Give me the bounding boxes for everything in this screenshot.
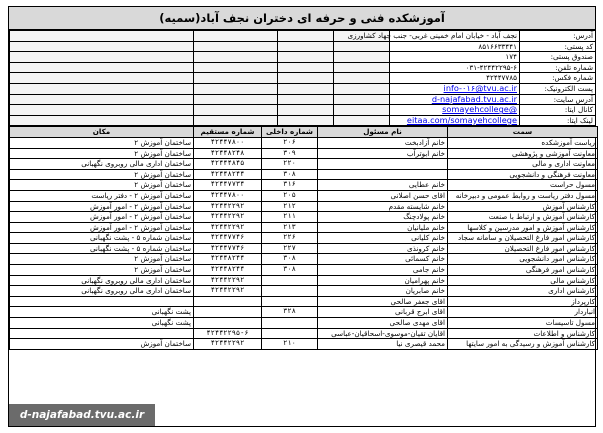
info-value: ۸۵۱۶۶۳۳۴۴۱ (390, 41, 520, 52)
info-row (10, 73, 596, 84)
info-empty-cell (278, 115, 334, 126)
info-empty-cell (10, 73, 194, 84)
info-row (10, 41, 596, 52)
info-empty-cell (334, 115, 390, 126)
info-empty-cell (10, 31, 194, 42)
cell-internal: ۳۱۶ (262, 180, 318, 191)
info-label: لینک ایتا: (520, 115, 596, 126)
cell-post: مسول تاسیسات (448, 318, 598, 329)
cell-direct: ۴۲۴۴۷۸۰۰ (194, 137, 262, 148)
info-empty-cell (194, 94, 278, 105)
table-row (10, 233, 598, 244)
info-empty-cell (10, 52, 194, 63)
info-row (10, 94, 596, 105)
header-internal: شماره داخلی (262, 127, 318, 138)
header-location: مکان (10, 127, 194, 138)
cell-direct: ۴۲۴۴۲۲۹۲ (194, 222, 262, 233)
cell-post: مسول حراست (448, 180, 598, 191)
cell-name: خانم پولادچنگ (318, 212, 448, 223)
cell-post: ریاست آموزشکده (448, 137, 598, 148)
cell-name: اقای حسن اصلانی (318, 190, 448, 201)
cell-location: ساختمان آموزش ۲ - امور آموزش (10, 222, 194, 233)
cell-post: کارشناس امور دانشجویی (448, 254, 598, 265)
info-label: پست الکترونیک: (520, 83, 596, 94)
cell-location: ساختمان آموزش ۲ (10, 137, 194, 148)
cell-name: خانم صابریان (318, 286, 448, 297)
cell-direct: ۴۲۴۴۸۲۴۸ (194, 148, 262, 159)
cell-post: کارشناس امور فارغ التحصیلان (448, 243, 598, 254)
cell-post: کارشناس آموزش و امور مدرسین و کلاسها (448, 222, 598, 233)
info-row (10, 83, 596, 94)
sheet-title: آموزشکده فنی و حرفه ای دختران نجف آباد(سمیه) (9, 7, 595, 30)
cell-direct: ۴۲۴۴۷۸۰۰ (194, 190, 262, 201)
info-empty-cell (194, 31, 278, 42)
cell-name: خانم کرونذی (318, 243, 448, 254)
cell-name: خانم کسمائی (318, 254, 448, 265)
cell-internal (262, 318, 318, 329)
info-empty-cell (278, 52, 334, 63)
staff-header-row (10, 127, 598, 138)
cell-direct (194, 318, 262, 329)
staff-table (9, 126, 598, 349)
table-row (10, 243, 598, 254)
table-row (10, 169, 598, 180)
cell-direct: ۴۲۴۴۲۲۹۲ (194, 339, 262, 350)
cell-direct: ۴۲۴۴۲۲۹۲ (194, 286, 262, 297)
cell-direct: ۴۲۴۴۷۷۴۶ (194, 233, 262, 244)
cell-location: ساختمان آموزش ۲ - امور آموزش (10, 201, 194, 212)
table-row (10, 212, 598, 223)
cell-internal: ۲۱۰ (262, 339, 318, 350)
info-empty-cell (334, 105, 390, 116)
info-empty-cell (278, 73, 334, 84)
info-empty-cell (278, 62, 334, 73)
cell-location: پشت نگهبانی (10, 307, 194, 318)
cell-post: کارشناس اداری (448, 286, 598, 297)
cell-post: معاونت فرهنگی و دانشجویی (448, 169, 598, 180)
cell-direct: ۴۲۴۴۷۷۳۴ (194, 180, 262, 191)
info-row (10, 115, 596, 126)
cell-name (318, 159, 448, 170)
info-empty-cell (194, 52, 278, 63)
cell-location: ساختمان آموزش ۲ (10, 169, 194, 180)
cell-location: ساختمان شماره ۵ - پشت نگهبانی (10, 243, 194, 254)
cell-internal (262, 296, 318, 307)
info-empty-cell (10, 115, 194, 126)
info-empty-cell (334, 41, 390, 52)
cell-name: خانم پهرامیان (318, 275, 448, 286)
table-row (10, 148, 598, 159)
cell-post: کارشناس آموزش و رسیدگی به امور سایتها (448, 339, 598, 350)
cell-internal (262, 275, 318, 286)
info-empty-cell (278, 83, 334, 94)
table-row (10, 318, 598, 329)
table-row (10, 339, 598, 350)
info-empty-cell (334, 62, 390, 73)
cell-direct (194, 296, 262, 307)
info-row (10, 62, 596, 73)
cell-name: محمد قیصری نیا (318, 339, 448, 350)
contact-sheet (8, 6, 596, 427)
info-empty-cell (278, 31, 334, 42)
info-empty-cell (10, 62, 194, 73)
info-empty-cell (194, 62, 278, 73)
cell-location: ساختمان آموزش ۲ (10, 148, 194, 159)
header-post: سمت (448, 127, 598, 138)
cell-internal (262, 328, 318, 339)
cell-direct: ۴۲۴۴۸۲۴۴ (194, 265, 262, 276)
header-direct: شماره مستقیم (194, 127, 262, 138)
cell-internal: ۲۰۶ (262, 137, 318, 148)
cell-post: کارشناس آموزش و ارتباط با صنعت (448, 212, 598, 223)
info-label: صندوق پستی: (520, 52, 596, 63)
cell-post: کارشناس امور فرهنگی (448, 265, 598, 276)
info-empty-cell (10, 94, 194, 105)
info-empty-cell (194, 115, 278, 126)
info-label: کد پستی: (520, 41, 596, 52)
info-link[interactable]: @somayehcollege (390, 105, 520, 116)
info-empty-cell (194, 73, 278, 84)
info-row (10, 31, 596, 42)
cell-internal: ۳۰۸ (262, 169, 318, 180)
info-value: ۱۷۴ (390, 52, 520, 63)
cell-internal: ۳۰۹ (262, 148, 318, 159)
cell-name: اقای جعفر صالحی (318, 296, 448, 307)
cell-post: معاونت اداری و مالی (448, 159, 598, 170)
table-row (10, 328, 598, 339)
cell-name: خانم جامی (318, 265, 448, 276)
cell-internal: ۲۰۵ (262, 190, 318, 201)
info-link[interactable]: d-najafabad.tvu.ac.ir (390, 94, 520, 105)
cell-internal (262, 286, 318, 297)
cell-internal: ۳۰۸ (262, 265, 318, 276)
cell-post: انباردار (448, 307, 598, 318)
cell-direct: ۴۲۴۴۲۲۹۲ (194, 201, 262, 212)
cell-name: خانم ملیانیان (318, 222, 448, 233)
table-row (10, 180, 598, 191)
cell-internal: ۳۰۸ (262, 254, 318, 265)
cell-location: ساختمان آموزش ۲ (10, 180, 194, 191)
cell-location: ساختمان آموزش ۲ (10, 254, 194, 265)
table-row (10, 286, 598, 297)
info-label: شماره تلفن: (520, 62, 596, 73)
table-row (10, 201, 598, 212)
info-value: نجف آباد - خیابان امام خمینی غربی- جنب جهاد کشاورزی (390, 31, 520, 42)
cell-name: خانم ابوترآب (318, 148, 448, 159)
cell-location: ساختمان اداری مالی روبروی نگهبانی (10, 286, 194, 297)
site-watermark: d-najafabad.tvu.ac.ir (9, 404, 155, 426)
cell-internal: ۲۱۱ (262, 212, 318, 223)
table-row (10, 307, 598, 318)
info-link[interactable]: eitaa.com/somayehcollege (390, 115, 520, 126)
cell-post: کارشناس امور فارغ التحصیلان و سامانه سجاد (448, 233, 598, 244)
info-empty-cell (334, 52, 390, 63)
table-row (10, 159, 598, 170)
header-name: نام مسئول (318, 127, 448, 138)
cell-name: خانم شایسته مقدم (318, 201, 448, 212)
info-label: آدرس سایت: (520, 94, 596, 105)
cell-direct: ۴۲۴۴۸۲۴۴ (194, 254, 262, 265)
cell-internal: ۲۲۷ (262, 243, 318, 254)
info-empty-cell (194, 41, 278, 52)
info-row (10, 52, 596, 63)
cell-location: ساختمان آموزش ۲ (10, 265, 194, 276)
info-link[interactable]: info-۰۱۶@tvu.ac.ir (390, 83, 520, 94)
info-label: شماره فکس: (520, 73, 596, 84)
cell-direct: ۴۲۴۴۴۸۴۵ (194, 159, 262, 170)
cell-location: ساختمان آموزش ۲ - امور آموزش (10, 212, 194, 223)
cell-post: کارشناس و اطلاعات (448, 328, 598, 339)
table-row (10, 265, 598, 276)
cell-direct: ۴۲۴۴۸۲۴۴ (194, 169, 262, 180)
info-value: ۰۳۱-۴۲۴۴۲۲۹۵-۶ (390, 62, 520, 73)
info-empty-cell (10, 83, 194, 94)
cell-location: پشت نگهبانی (10, 318, 194, 329)
table-row (10, 137, 598, 148)
cell-post: کارپرداز (448, 296, 598, 307)
cell-name: خانم کلیانی (318, 233, 448, 244)
info-empty-cell (278, 41, 334, 52)
cell-direct: ۴۲۴۴۷۷۴۶ (194, 243, 262, 254)
cell-direct: ۴۲۴۴۲۲۹۲ (194, 275, 262, 286)
info-empty-cell (278, 94, 334, 105)
info-empty-cell (10, 105, 194, 116)
cell-name: اقای مهدی صالحی (318, 318, 448, 329)
info-empty-cell (278, 105, 334, 116)
info-empty-cell (334, 83, 390, 94)
cell-internal: ۲۱۳ (262, 222, 318, 233)
cell-location (10, 296, 194, 307)
table-row (10, 296, 598, 307)
cell-internal: ۲۱۲ (262, 201, 318, 212)
cell-internal: ۳۲۸ (262, 307, 318, 318)
cell-location: ساختمان شماره ۵ - پشت نگهبانی (10, 233, 194, 244)
info-empty-cell (194, 105, 278, 116)
table-row (10, 222, 598, 233)
cell-post: معاونت آموزشی و پژوهشی (448, 148, 598, 159)
cell-internal: ۲۲۰ (262, 159, 318, 170)
table-row (10, 190, 598, 201)
cell-location (10, 328, 194, 339)
info-label: کانال ایتا: (520, 105, 596, 116)
info-empty-cell (194, 83, 278, 94)
info-value: ۴۲۴۴۷۷۸۵ (390, 73, 520, 84)
cell-location: ساختمان اداری مالی روبروی نگهبانی (10, 275, 194, 286)
table-row (10, 254, 598, 265)
cell-direct: ۴۲۴۴۲۲۹۲ (194, 212, 262, 223)
cell-name: اقای ابرج قربانی (318, 307, 448, 318)
info-empty-cell (334, 73, 390, 84)
cell-name: اقایان تقیان-موسوی-اسحاقیان-عباسی (318, 328, 448, 339)
cell-post: کارشناس مالی (448, 275, 598, 286)
cell-location: ساختمان آموزش ۲ - دفتر ریاست (10, 190, 194, 201)
table-row (10, 275, 598, 286)
info-empty-cell (10, 41, 194, 52)
cell-name (318, 169, 448, 180)
info-label: آدرس: (520, 31, 596, 42)
cell-location: ساختمان آموزش (10, 339, 194, 350)
cell-post: کارشناس آموزش (448, 201, 598, 212)
info-empty-cell (334, 94, 390, 105)
cell-direct: ۴۲۴۴۲۲۹۵-۶ (194, 328, 262, 339)
info-table (9, 30, 596, 126)
cell-internal: ۲۲۶ (262, 233, 318, 244)
cell-name: خانم عطایی (318, 180, 448, 191)
cell-name: خانم آزادبخت (318, 137, 448, 148)
cell-location: ساختمان اداری مالی روبروی نگهبانی (10, 159, 194, 170)
cell-direct (194, 307, 262, 318)
info-row (10, 105, 596, 116)
cell-post: مسول دفتر ریاست و روابط عمومی و دبیرخانه (448, 190, 598, 201)
